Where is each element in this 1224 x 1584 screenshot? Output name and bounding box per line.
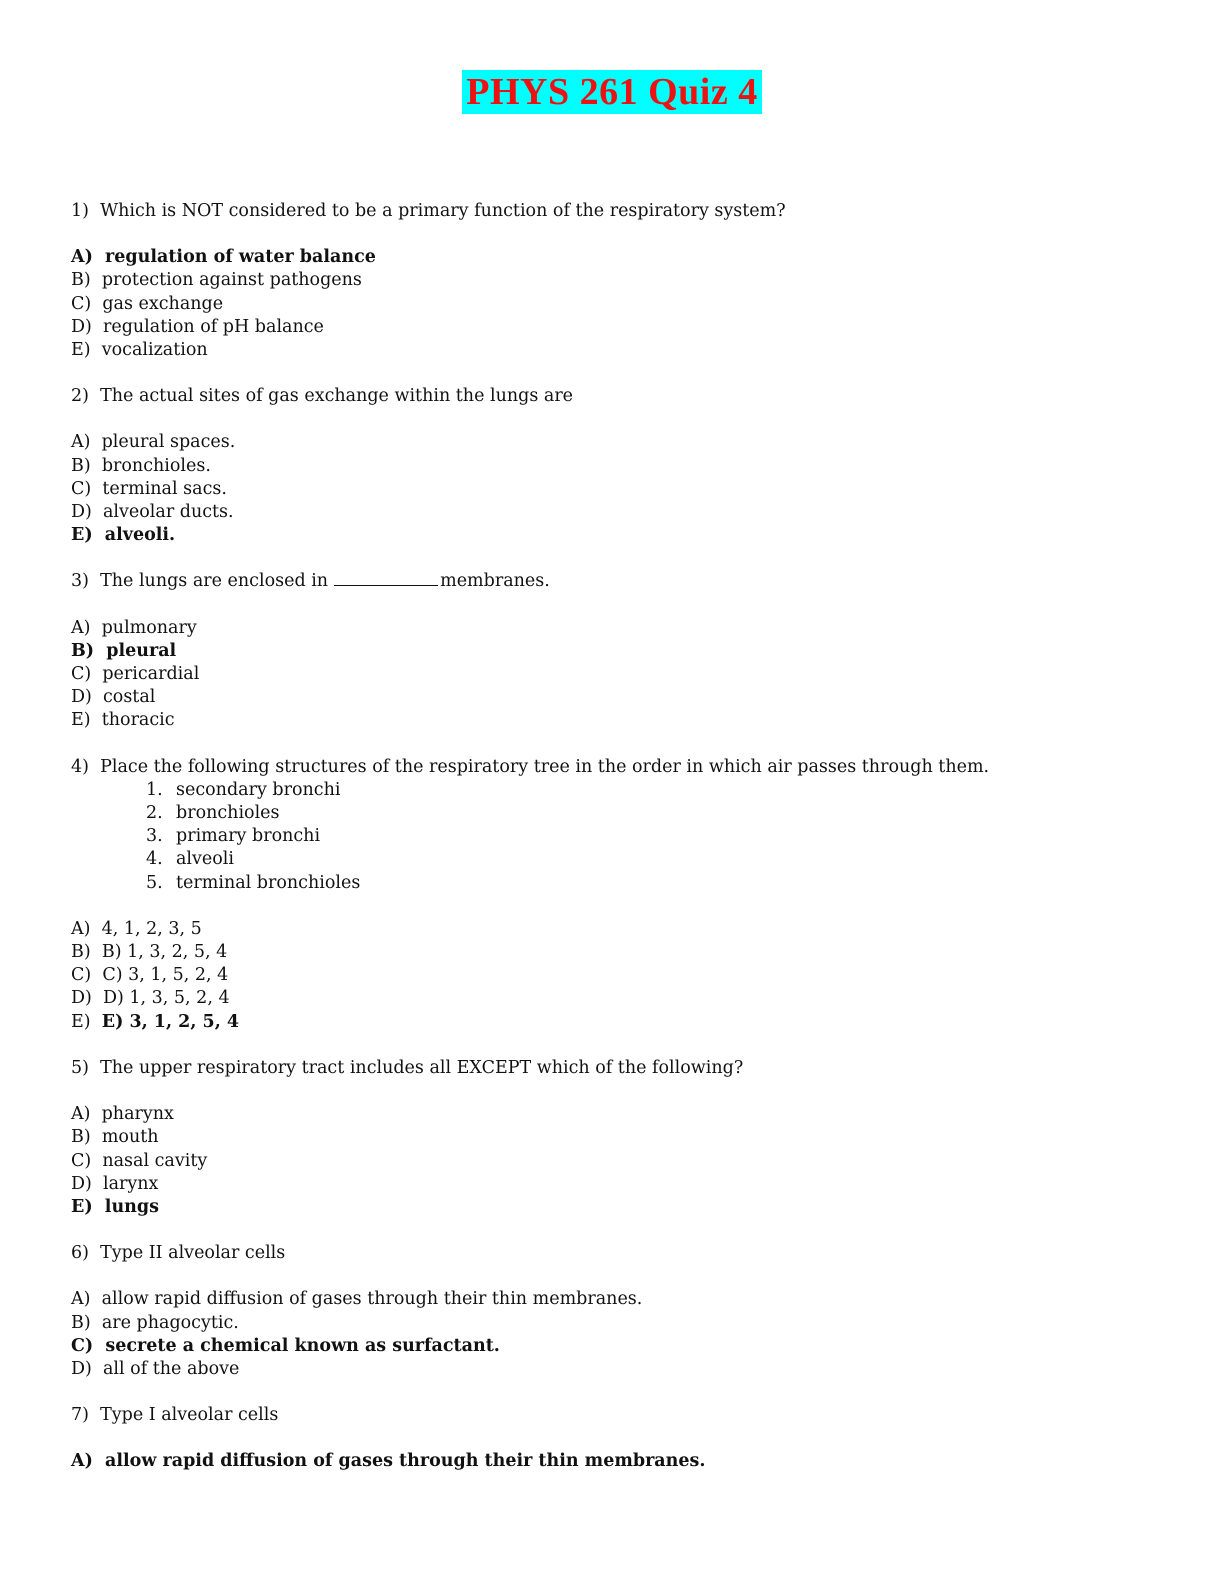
answer-option: B) pleural [71,640,177,661]
list-item: 1. secondary bronchi [146,779,341,800]
answer-option: C) secrete a chemical known as surfactant. [71,1335,500,1356]
answer-option: B) protection against pathogens [71,270,362,291]
answer-option: A) pharynx [71,1104,174,1125]
answer-option: B) bronchioles. [71,455,211,476]
answer-option: C) pericardial [71,664,200,685]
list-item: 4. alveoli [146,849,235,870]
list-item: 3. primary bronchi [146,826,321,847]
answer-option: D) larynx [71,1173,159,1194]
question-2 [71,385,1171,547]
answer-option: E) E) 3, 1, 2, 5, 4 [71,1011,240,1032]
answer-option: C) terminal sacs. [71,478,227,499]
answer-option: D) regulation of pH balance [71,316,324,337]
quiz-content [71,200,1171,1497]
answer-option: D) costal [71,687,156,708]
question-1 [71,200,1171,362]
answer-option: A) allow rapid diffusion of gases through their thin membranes. [71,1451,706,1472]
question-stem: 1) Which is NOT considered to be a primary function of the respiratory system? [71,201,786,221]
answer-option: B) B) 1, 3, 2, 5, 4 [71,942,228,963]
title-wrap [0,70,1224,114]
list-item: 2. bronchioles [146,803,280,824]
question-stem: 2) The actual sites of gas exchange within the lungs are [71,386,574,407]
fill-in-blank [334,571,438,586]
question-stem-end: membranes. [440,571,550,592]
answer-option: E) alveoli. [71,525,176,546]
answer-option: E) thoracic [71,710,175,731]
answer-option: C) nasal cavity [71,1150,208,1171]
answer-option: E) vocalization [71,340,208,361]
answer-option: D) all of the above [71,1358,240,1379]
list-item: 5. terminal bronchioles [146,872,361,893]
answer-option: C) C) 3, 1, 5, 2, 4 [71,965,229,986]
question-stem: 4) Place the following structures of the respiratory tree in the order in which air passes through them. [71,756,990,777]
answer-option: E) lungs [71,1196,159,1217]
question-7 [71,1404,1171,1473]
answer-option: D) D) 1, 3, 5, 2, 4 [71,988,230,1009]
answer-option: B) are phagocytic. [71,1312,239,1333]
answer-option: A) regulation of water balance [71,247,376,268]
page-title: PHYS 261 Quiz 4 [462,70,761,114]
answer-option: B) mouth [71,1127,159,1148]
structure-list [71,779,1171,895]
answer-option: A) allow rapid diffusion of gases through their thin membranes. [71,1289,643,1310]
question-4 [71,756,1171,1034]
answer-option: A) pulmonary [71,617,197,638]
question-6 [71,1242,1171,1381]
question-stem: 6) Type II alveolar cells [71,1243,286,1264]
question-stem [71,570,1171,593]
question-stem: 7) Type I alveolar cells [71,1405,279,1426]
answer-option: C) gas exchange [71,293,224,314]
answer-option: A) pleural spaces. [71,432,236,453]
question-3 [71,570,1171,732]
question-stem-start: 3) The lungs are enclosed in [71,571,329,592]
answer-option: A) 4, 1, 2, 3, 5 [71,918,202,939]
answer-option: D) alveolar ducts. [71,502,234,523]
question-stem: 5) The upper respiratory tract includes all EXCEPT which of the following? [71,1057,744,1078]
question-5 [71,1057,1171,1219]
